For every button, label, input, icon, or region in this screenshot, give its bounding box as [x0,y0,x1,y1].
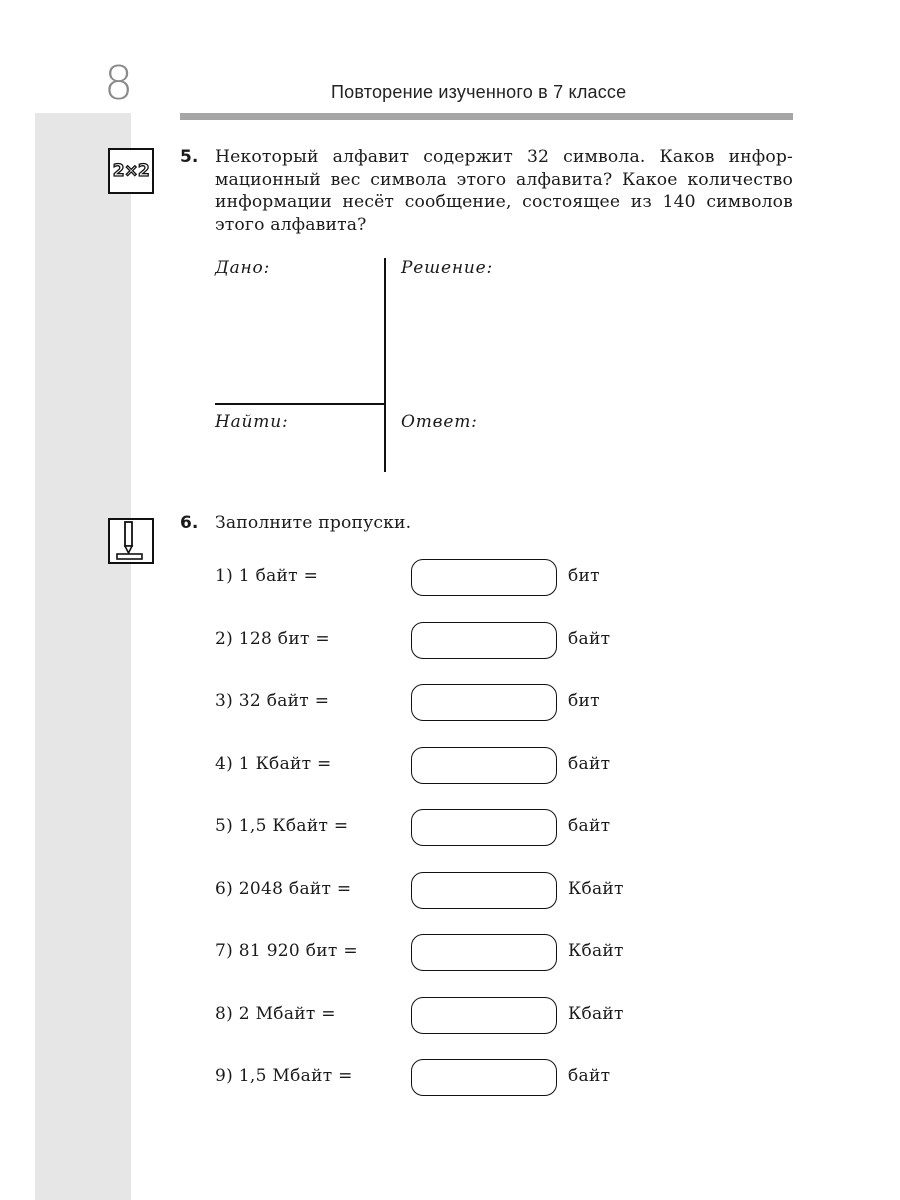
answer-input-box[interactable] [411,872,557,909]
answer-input-box[interactable] [411,997,557,1034]
conversion-label: 4) 1 Кбайт = [215,753,332,774]
answer-label: Ответ: [401,412,478,432]
conversion-label: 2) 128 бит = [215,628,330,649]
task-5-line: мационный вес символа этого алфавита? Какое количество [215,169,793,190]
unit-label: бит [568,566,600,586]
solution-divider-vertical [384,258,386,472]
find-label: Найти: [215,412,289,432]
answer-input-box[interactable] [411,1059,557,1096]
side-margin-strip [35,113,131,1200]
conversion-label: 1) 1 байт = [215,566,319,586]
task-5-line: Некоторый алфавит содержит 32 символа. Каков инфор- [215,147,793,167]
answer-input-box[interactable] [411,934,557,971]
answer-input-box[interactable] [411,684,557,721]
header-rule [180,113,793,120]
conversion-label: 3) 32 байт = [215,691,330,711]
calculation-icon [108,148,154,194]
running-title: Повторение изученного в 7 классе [331,82,627,102]
task-6-instruction: Заполните пропуски. [215,513,412,533]
solution-divider-horizontal [215,403,385,405]
unit-label: Кбайт [568,1003,624,1024]
conversion-label: 7) 81 920 бит = [215,941,358,961]
task-5-text [215,146,793,236]
answer-input-box[interactable] [411,559,557,596]
task-5-line: этого алфавита? [215,214,367,235]
conversion-label: 6) 2048 байт = [215,878,352,899]
unit-label: Кбайт [568,941,624,961]
unit-label: бит [568,691,600,711]
task-5-line: информации несёт сообщение, состоящее из 140 символов [215,192,793,212]
unit-label: байт [568,753,611,774]
unit-label: байт [568,816,611,836]
conversion-label: 5) 1,5 Кбайт = [215,816,349,836]
unit-label: Кбайт [568,878,624,899]
conversion-label: 8) 2 Мбайт = [215,1003,336,1024]
given-label: Дано: [215,258,271,278]
pencil-write-icon-svg [110,520,152,562]
task-5-number: 5. [180,147,199,167]
answer-input-box[interactable] [411,809,557,846]
calculation-icon-text: 2×2 [112,161,150,181]
page-number: 8 [104,56,134,110]
answer-input-box[interactable] [411,622,557,659]
solution-label: Решение: [401,258,493,278]
answer-input-box[interactable] [411,747,557,784]
unit-label: байт [568,1066,611,1086]
pencil-write-icon [108,518,154,564]
task-6-number: 6. [180,513,199,533]
unit-label: байт [568,628,611,649]
conversion-label: 9) 1,5 Мбайт = [215,1066,353,1086]
